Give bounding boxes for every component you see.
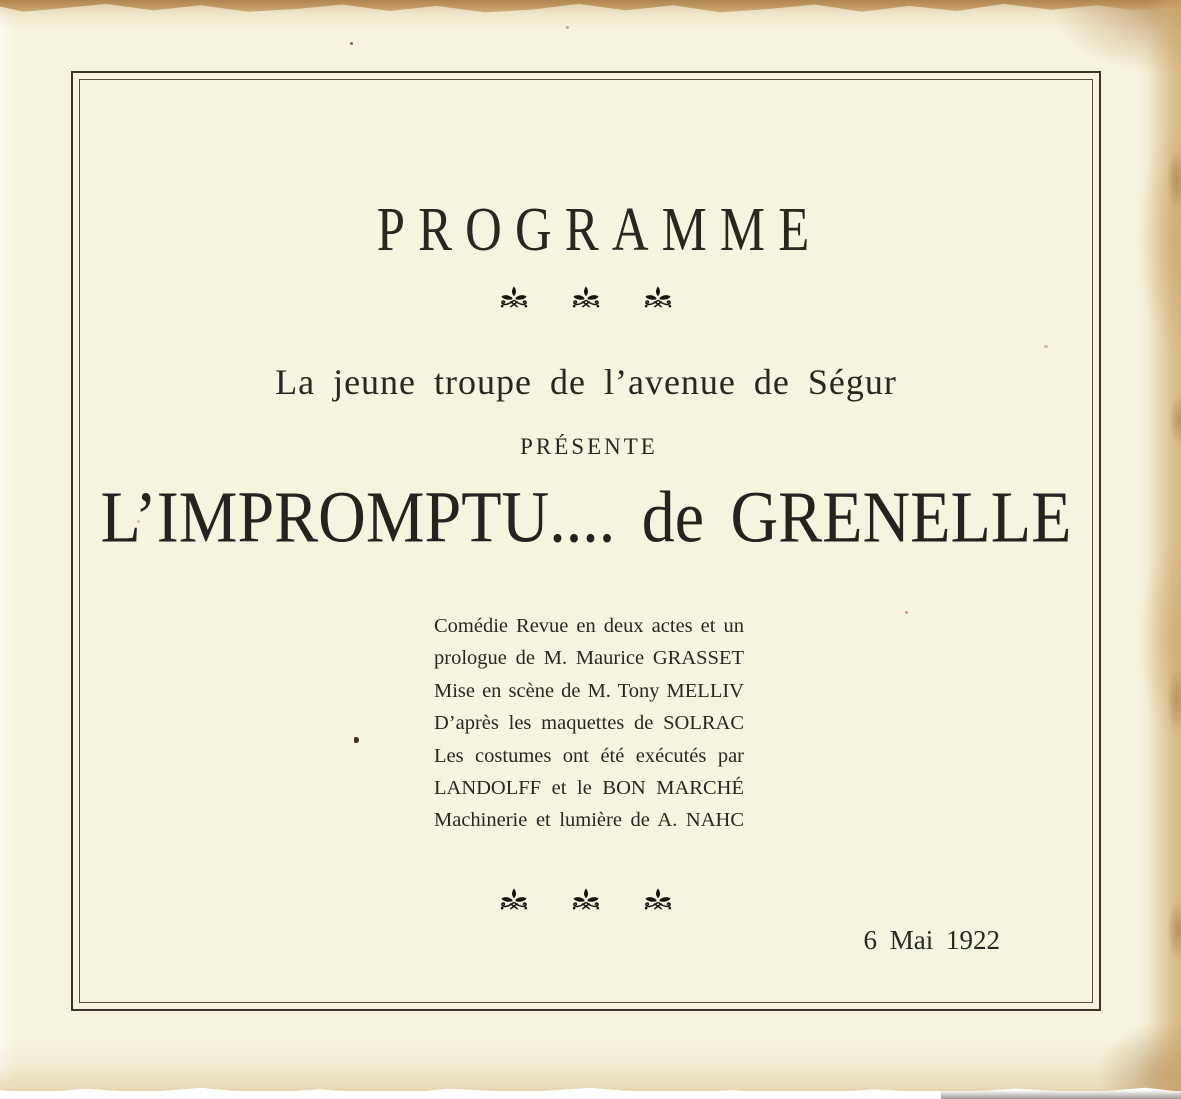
torn-edge-top xyxy=(0,0,1181,13)
fleuron-icon xyxy=(643,286,673,313)
fleuron-icon xyxy=(571,888,601,915)
fleuron-icon xyxy=(499,286,529,313)
presents-label: PRÉSENTE xyxy=(520,434,658,459)
foxing-spot xyxy=(1044,345,1048,348)
credits-block xyxy=(434,610,744,837)
main-title: L’IMPROMPTU.... de GRENELLE xyxy=(100,477,1072,558)
ornament-row-bottom xyxy=(71,888,1101,915)
fleuron-icon xyxy=(571,286,601,313)
credit-line: D’après les maquettes de SOLRAC xyxy=(434,712,744,735)
foxing-spot xyxy=(137,520,140,523)
credit-line: Machinerie et lumière de A. NAHC xyxy=(434,809,744,832)
foxing-spot xyxy=(905,611,908,614)
credit-line: LANDOLFF et le BON MARCHÉ xyxy=(434,777,744,800)
foxing-spot xyxy=(350,42,353,45)
ornament-row-top xyxy=(71,286,1101,313)
date-line: 6 Mai 1922 xyxy=(863,925,1000,955)
credit-line: prologue de M. Maurice GRASSET xyxy=(434,647,744,670)
fleuron-icon xyxy=(643,888,673,915)
ink-fleck xyxy=(354,737,359,743)
foxing-spot xyxy=(566,26,569,29)
fleuron-icon xyxy=(499,888,529,915)
credit-line: Comédie Revue en deux actes et un xyxy=(434,615,744,637)
credit-line: Mise en scène de M. Tony MELLIV xyxy=(434,679,744,702)
troupe-line: La jeune troupe de l’avenue de Ségur xyxy=(275,362,897,402)
torn-edge-right xyxy=(1147,0,1181,1091)
credit-line: Les costumes ont été exécutés par xyxy=(434,744,744,767)
edge-shadow xyxy=(941,1090,1181,1099)
page-title: PROGRAMME xyxy=(376,194,823,265)
